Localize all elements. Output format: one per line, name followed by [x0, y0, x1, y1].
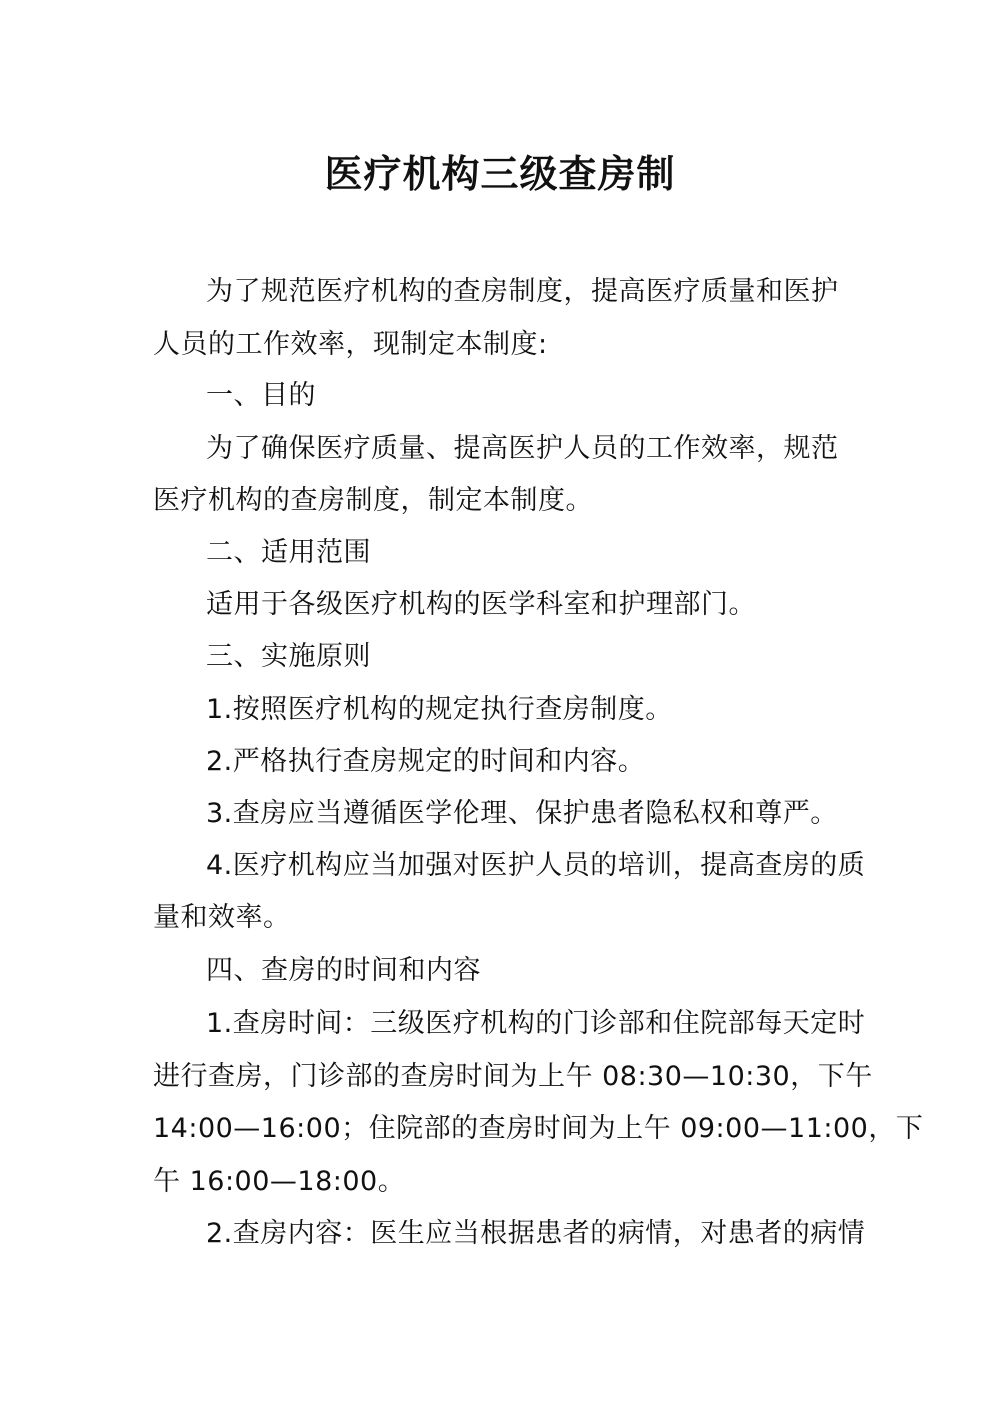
section-heading: 三、实施原则 — [206, 641, 371, 672]
list-item-continuation: 量和效率。 — [153, 902, 291, 933]
paragraph-line: 为了确保医疗质量、提高医护人员的工作效率，规范 — [206, 433, 839, 464]
section-heading: 二、适用范围 — [206, 537, 371, 568]
list-item: 1.按照医疗机构的规定执行查房制度。 — [206, 694, 673, 725]
list-item: 3.查房应当遵循医学伦理、保护患者隐私权和尊严。 — [206, 798, 838, 829]
list-item: 2.查房内容：医生应当根据患者的病情，对患者的病情 — [206, 1218, 866, 1249]
list-item-continuation: 午 16:00—18:00。 — [153, 1166, 406, 1197]
list-item-continuation: 14:00—16:00；住院部的查房时间为上午 09:00—11:00，下 — [153, 1113, 924, 1144]
list-item: 4.医疗机构应当加强对医护人员的培训，提高查房的质 — [206, 850, 866, 881]
list-item: 1.查房时间：三级医疗机构的门诊部和住院部每天定时 — [206, 1008, 866, 1039]
paragraph-line: 适用于各级医疗机构的医学科室和护理部门。 — [206, 589, 756, 620]
paragraph-line: 为了规范医疗机构的查房制度，提高医疗质量和医护 — [206, 276, 839, 307]
list-item-continuation: 进行查房，门诊部的查房时间为上午 08:30—10:30，下午 — [153, 1061, 873, 1092]
section-heading: 一、目的 — [206, 380, 316, 411]
paragraph-line: 医疗机构的查房制度，制定本制度。 — [153, 485, 593, 516]
document-title: 医疗机构三级查房制 — [324, 152, 676, 196]
section-heading: 四、查房的时间和内容 — [206, 955, 481, 986]
list-item: 2.严格执行查房规定的时间和内容。 — [206, 746, 646, 777]
paragraph-line: 人员的工作效率，现制定本制度: — [153, 329, 548, 360]
